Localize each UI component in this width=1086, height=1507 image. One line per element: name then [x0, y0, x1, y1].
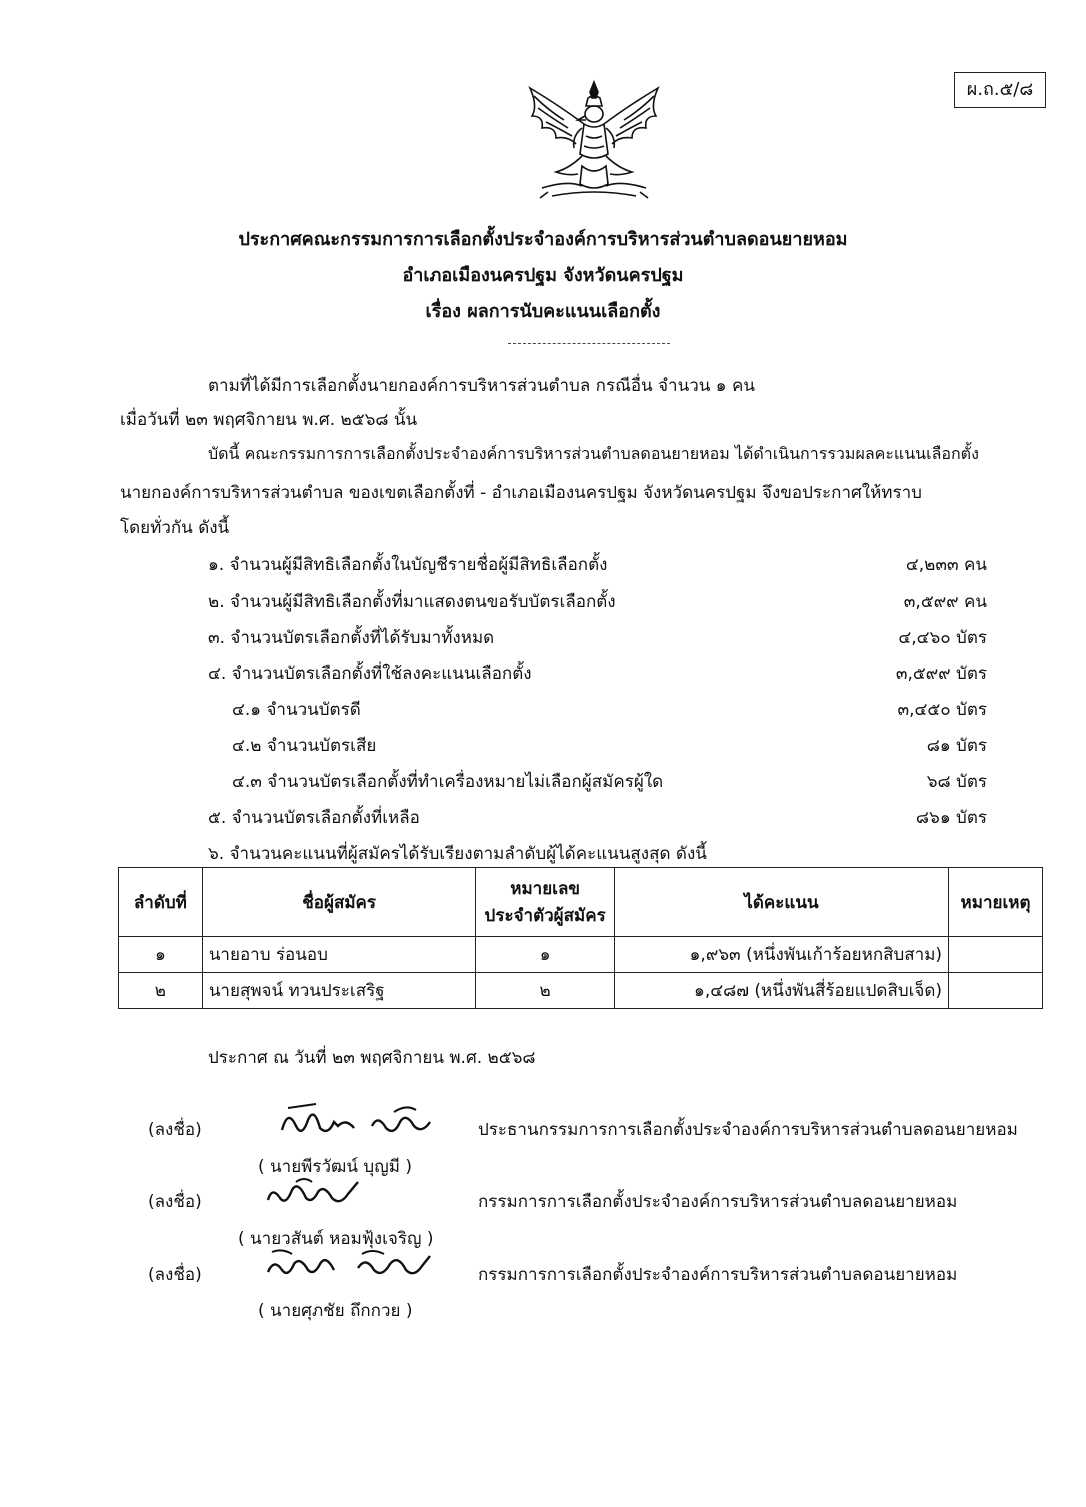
- cell-number: ๒: [476, 973, 614, 1009]
- item-value: ๓,๕๙๙ บัตร: [895, 664, 987, 684]
- header-number: [476, 868, 614, 937]
- header-rank: ลำดับที่: [119, 868, 203, 937]
- header-name: ชื่อผู้สมัคร: [202, 868, 476, 937]
- heading-line-3: เรื่อง ผลการนับคะแนนเลือกตั้ง: [425, 301, 661, 322]
- signer-name: ( นายพีรวัฒน์ บุญมี ): [258, 1157, 412, 1177]
- item-label: ๒. จำนวนผู้มีสิทธิเลือกตั้งที่มาแสดงตนขอรับบัตรเลือกตั้ง: [208, 592, 616, 612]
- cell-note: [949, 937, 1043, 973]
- signer-position: ประธานกรรมการการเลือกตั้งประจำองค์การบริหารส่วนตำบลดอนยายหอม: [478, 1120, 1018, 1140]
- header-number-line-1: หมายเลข: [510, 879, 581, 899]
- item-value: ๔,๒๓๓ คน: [905, 555, 987, 575]
- item-label: ๔.๒ จำนวนบัตรเสีย: [232, 736, 377, 756]
- handwritten-signature: [262, 1246, 442, 1286]
- table-header-row: [119, 868, 1043, 937]
- table-row: [119, 973, 1043, 1009]
- header-score: ได้คะแนน: [614, 868, 948, 937]
- header-number-line-2: ประจำตัวผู้สมัคร: [484, 906, 606, 926]
- sign-label: (ลงชื่อ): [148, 1192, 202, 1212]
- signer-name: ( นายวสันต์ หอมฟุ้งเจริญ ): [238, 1229, 434, 1249]
- intro-line-2: เมื่อวันที่ ๒๓ พฤศจิกายน พ.ศ. ๒๕๖๘ นั้น: [120, 410, 418, 430]
- intro-line-1: ตามที่ได้มีการเลือกตั้งนายกองค์การบริหารส่วนตำบล กรณีอื่น จำนวน ๑ คน: [208, 376, 755, 396]
- cell-name: นายอาบ ร่อนอบ: [202, 937, 476, 973]
- handwritten-signature: [262, 1172, 372, 1212]
- heading-line-2: อำเภอเมืองนครปฐม จังหวัดนครปฐม: [402, 265, 684, 286]
- item-value: ๖๘ บัตร: [926, 772, 987, 792]
- cell-name: นายสุพจน์ ทวนประเสริฐ: [202, 973, 476, 1009]
- item-value: ๔,๔๖๐ บัตร: [898, 628, 987, 648]
- sign-label: (ลงชื่อ): [148, 1265, 202, 1285]
- item-label: ๑. จำนวนผู้มีสิทธิเลือกตั้งในบัญชีรายชื่อผู้มีสิทธิเลือกตั้ง: [208, 555, 608, 575]
- item-value: ๘๑ บัตร: [926, 736, 987, 756]
- intro-line-5: โดยทั่วกัน ดังนี้: [120, 518, 230, 538]
- intro-line-3: บัดนี้ คณะกรรมการการเลือกตั้งประจำองค์การบริหารส่วนตำบลดอนยายหอม ได้ดำเนินการรวมผลคะแนนเลือกตั้ง: [208, 444, 979, 463]
- item-value: ๘๖๑ บัตร: [915, 808, 987, 828]
- cell-rank: ๒: [119, 973, 203, 1009]
- sign-label: (ลงชื่อ): [148, 1120, 202, 1140]
- heading-line-1: ประกาศคณะกรรมการการเลือกตั้งประจำองค์การบริหารส่วนตำบลดอนยายหอม: [238, 229, 848, 250]
- signer-position: กรรมการการเลือกตั้งประจำองค์การบริหารส่วนตำบลดอนยายหอม: [478, 1192, 958, 1212]
- table-row: [119, 937, 1043, 973]
- results-table: [118, 867, 1043, 1009]
- item-value: ๓,๕๙๙ คน: [903, 592, 987, 612]
- cell-score: ๑,๙๖๓ (หนึ่งพันเก้าร้อยหกสิบสาม): [614, 937, 948, 973]
- cell-rank: ๑: [119, 937, 203, 973]
- item-value: ๓,๔๕๐ บัตร: [897, 700, 987, 720]
- item-label: ๓. จำนวนบัตรเลือกตั้งที่ได้รับมาทั้งหมด: [208, 628, 495, 648]
- cell-number: ๑: [476, 937, 614, 973]
- intro-line-4: นายกองค์การบริหารส่วนตำบล ของเขตเลือกตั้งที่ - อำเภอเมืองนครปฐม จังหวัดนครปฐม จึงขอประกาศให้ทราบ: [120, 483, 922, 503]
- item-6-label: ๖. จำนวนคะแนนที่ผู้สมัครได้รับเรียงตามลำดับผู้ได้คะแนนสูงสุด ดังนี้: [208, 844, 707, 864]
- cell-note: [949, 973, 1043, 1009]
- item-label: ๔. จำนวนบัตรเลือกตั้งที่ใช้ลงคะแนนเลือกตั้ง: [208, 664, 532, 684]
- form-code-box: ผ.ถ.๕/๘: [954, 72, 1046, 108]
- signer-position: กรรมการการเลือกตั้งประจำองค์การบริหารส่วนตำบลดอนยายหอม: [478, 1265, 958, 1285]
- item-label: ๕. จำนวนบัตรเลือกตั้งที่เหลือ: [208, 808, 420, 828]
- cell-score: ๑,๔๘๗ (หนึ่งพันสี่ร้อยแปดสิบเจ็ด): [614, 973, 948, 1009]
- item-label: ๔.๑ จำนวนบัตรดี: [232, 700, 361, 720]
- garuda-emblem-icon: [512, 76, 676, 204]
- signer-name: ( นายศุภชัย ถึกกวย ): [258, 1301, 413, 1321]
- announce-date: ประกาศ ณ วันที่ ๒๓ พฤศจิกายน พ.ศ. ๒๕๖๘: [208, 1048, 536, 1068]
- heading-divider: [508, 343, 670, 344]
- header-note: หมายเหตุ: [949, 868, 1043, 937]
- handwritten-signature: [276, 1100, 456, 1144]
- item-label: ๔.๓ จำนวนบัตรเลือกตั้งที่ทำเครื่องหมายไม่เลือกผู้สมัครผู้ใด: [232, 772, 664, 792]
